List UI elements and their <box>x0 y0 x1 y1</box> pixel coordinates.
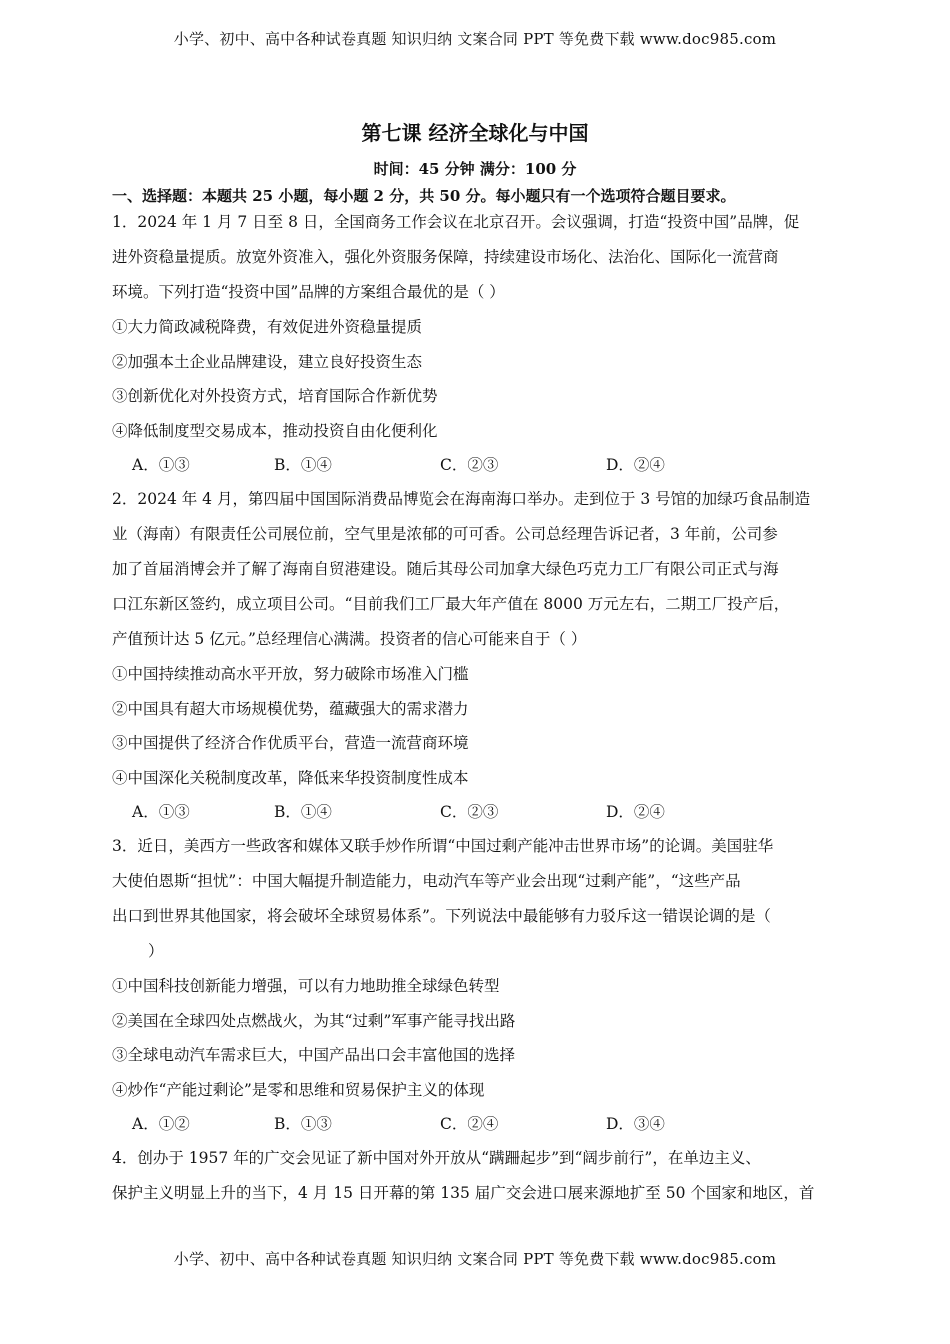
question-1 <box>112 205 842 482</box>
statement-option: ①大力简政减税降费，有效促进外资稳量提质 <box>112 318 423 336</box>
question-4 <box>112 1141 842 1211</box>
question-line: 出口到世界其他国家，将会破坏全球贸易体系”。下列说法中最能够有力驳斥这一错误论调的是（ <box>112 907 771 925</box>
statement-option: ③中国提供了经济合作优质平台，营造一流营商环境 <box>112 734 469 752</box>
choice-b: B．①④ <box>274 803 332 821</box>
choice-c: C．②③ <box>440 803 499 821</box>
question-line: 大使伯恩斯“担忧”：中国大幅提升制造能力，电动汽车等产业会出现“过剩产能”，“这些产品 <box>112 872 741 890</box>
choice-a: A．①② <box>132 1115 190 1133</box>
question-line: 业（海南）有限责任公司展位前，空气里是浓郁的可可香。公司总经理告诉记者，3 年前，公司参 <box>112 525 778 543</box>
question-line: 加了首届消博会并了解了海南自贸港建设。随后其母公司加拿大绿色巧克力工厂有限公司正式与海 <box>112 560 779 578</box>
answer-choices <box>112 795 842 829</box>
question-line: 口江东新区签约，成立项目公司。“目前我们工厂最大年产值在 8000 万元左右，二期工厂投产后， <box>112 595 790 613</box>
answer-paren: ） <box>148 942 164 960</box>
question-3 <box>112 829 842 1141</box>
answer-choices <box>112 1107 842 1141</box>
statement-option: ②美国在全球四处点燃战火，为其“过剩”军事产能寻找出路 <box>112 1011 516 1030</box>
questions-body <box>112 205 842 1211</box>
question-line: 3．近日，美西方一些政客和媒体又联手炒作所谓“中国过剩产能冲击世界市场”的论调。美国驻华 <box>112 837 774 855</box>
answer-choices <box>112 448 842 482</box>
page-header: 小学、初中、高中各种试卷真题 知识归纳 文案合同 PPT 等免费下载 www.doc985.com <box>173 30 777 48</box>
question-line: 保护主义明显上升的当下，4 月 15 日开幕的第 135 届广交会进口展来源地扩至 50 个国家和地区，首 <box>112 1184 815 1202</box>
page-title: 第七课 经济全球化与中国 <box>361 121 589 145</box>
choice-a: A．①③ <box>132 456 190 474</box>
exam-info: 时间：45 分钟 满分：100 分 <box>373 160 577 178</box>
question-line: 环境。下列打造“投资中国”品牌的方案组合最优的是（ ） <box>112 283 505 301</box>
choice-a: A．①③ <box>132 803 190 821</box>
statement-option: ②中国具有超大市场规模优势，蕴藏强大的需求潜力 <box>112 699 469 718</box>
question-line: 1．2024 年 1 月 7 日至 8 日，全国商务工作会议在北京召开。会议强调，打造“投资中国”品牌，促 <box>112 213 800 231</box>
question-line: 进外资稳量提质。放宽外资准入，强化外资服务保障，持续建设市场化、法治化、国际化一流营商 <box>112 248 779 266</box>
page-footer: 小学、初中、高中各种试卷真题 知识归纳 文案合同 PPT 等免费下载 www.doc985.com <box>173 1250 777 1268</box>
question-line: 产值预计达 5 亿元。”总经理信心满满。投资者的信心可能来自于（ ） <box>112 630 587 648</box>
statement-option: ④炒作“产能过剩论”是零和思维和贸易保护主义的体现 <box>112 1080 485 1099</box>
statement-option: ②加强本土企业品牌建设，建立良好投资生态 <box>112 352 423 371</box>
section-heading: 一、选择题：本题共 25 小题，每小题 2 分，共 50 分。每小题只有一个选项符合题目要求。 <box>112 187 736 205</box>
question-2 <box>112 482 842 829</box>
statement-option: ①中国科技创新能力增强，可以有力地助推全球绿色转型 <box>112 977 500 995</box>
choice-b: B．①④ <box>274 456 332 474</box>
statement-option: ④降低制度型交易成本，推动投资自由化便利化 <box>112 421 438 440</box>
statement-option: ③创新优化对外投资方式，培育国际合作新优势 <box>112 387 438 405</box>
choice-d: D．②④ <box>606 803 665 821</box>
question-line: 2．2024 年 4 月，第四届中国国际消费品博览会在海南海口举办。走到位于 3 号馆的加绿巧食品制造 <box>112 490 811 508</box>
choice-d: D．③④ <box>606 1115 665 1133</box>
choice-b: B．①③ <box>274 1115 332 1133</box>
choice-d: D．②④ <box>606 456 665 474</box>
choice-c: C．②③ <box>440 456 499 474</box>
statement-option: ④中国深化关税制度改革，降低来华投资制度性成本 <box>112 768 469 787</box>
statement-option: ③全球电动汽车需求巨大，中国产品出口会丰富他国的选择 <box>112 1046 516 1064</box>
question-line: 4．创办于 1957 年的广交会见证了新中国对外开放从“蹒跚起步”到“阔步前行”，在单边主义、 <box>112 1149 761 1167</box>
statement-option: ①中国持续推动高水平开放，努力破除市场准入门槛 <box>112 665 469 683</box>
choice-c: C．②④ <box>440 1115 499 1133</box>
